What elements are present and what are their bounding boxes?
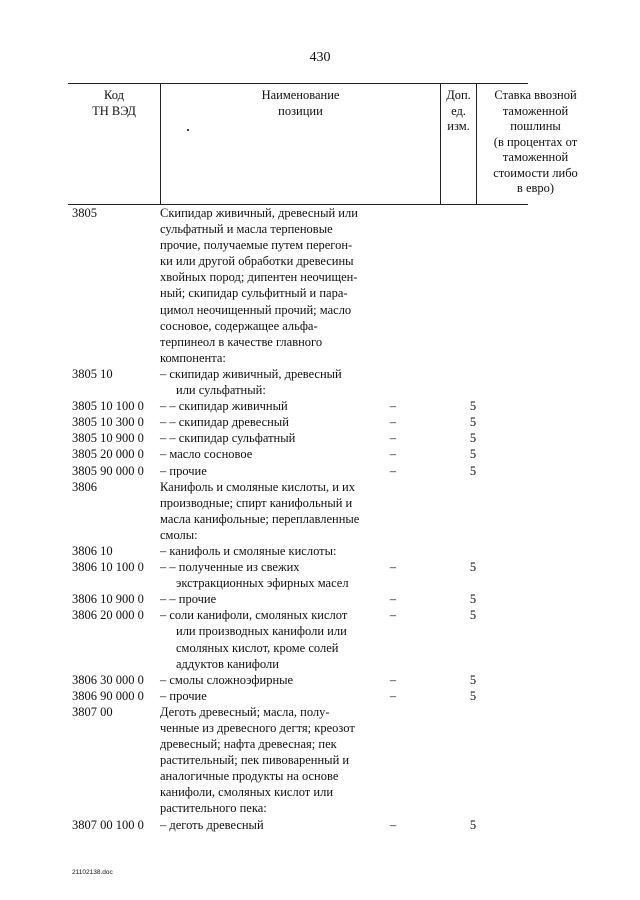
row-duty-rate: 5 [469, 592, 477, 607]
row-code: 3807 00 [72, 704, 113, 719]
row-unit: – [389, 672, 397, 687]
description-line: ченные из древесного дегтя; креозот [160, 721, 355, 735]
description-line: – – прочие [160, 592, 217, 607]
description-line: прочие, получаемые путем перегон- [160, 238, 353, 253]
row-duty-rate: 5 [469, 560, 477, 575]
row-code: 3806 10 [72, 543, 113, 558]
row-code: 3805 10 [72, 366, 113, 381]
description-line: – скипидар живичный, древесный [160, 366, 342, 381]
row-duty-rate: 5 [469, 688, 477, 703]
row-unit: – [389, 415, 397, 430]
header-line: Ставка ввозной [494, 88, 577, 102]
description-line: канифоли, смоляных кислот или [160, 785, 334, 800]
row-duty-rate: 5 [469, 431, 477, 446]
description-line: компонента: [160, 350, 226, 365]
column-header-name [160, 84, 440, 204]
row-description [160, 446, 375, 462]
description-line: или производных канифоли или [176, 624, 347, 639]
table-row [72, 559, 532, 591]
header-line: Наименование [261, 88, 340, 102]
row-description [160, 559, 375, 591]
header-line: позиции [278, 103, 323, 118]
table-row [72, 672, 532, 688]
row-duty-rate: 5 [469, 672, 477, 687]
row-description [160, 704, 375, 817]
description-line: сульфатный и масла терпеновые [160, 222, 333, 237]
row-description [160, 414, 375, 430]
table-row [72, 591, 532, 607]
row-code: 3805 10 100 0 [72, 399, 144, 414]
column-header-unit [440, 84, 476, 204]
description-line: – – скипидар живичный [160, 399, 288, 414]
row-description [160, 591, 375, 607]
header-line: таможенной [502, 103, 569, 118]
description-line: цимол неочищенный прочий; масло [160, 302, 352, 317]
row-duty-rate: 5 [469, 463, 477, 478]
row-unit: – [389, 447, 397, 462]
description-line: аддуктов канифоли [176, 656, 279, 671]
table-row [72, 817, 532, 833]
row-description [160, 205, 375, 366]
footer-filename: 21102138.doc [72, 869, 113, 876]
row-description [160, 430, 375, 446]
header-line: пошлины [510, 119, 561, 133]
description-line: масла канифольные; переплавленные [160, 511, 360, 526]
row-duty-rate: 5 [469, 447, 477, 462]
header-line: (в процентах от [493, 134, 578, 149]
row-unit: – [389, 817, 397, 832]
row-unit: – [389, 608, 397, 623]
description-line: – смолы сложноэфирные [160, 672, 294, 687]
tariff-table-body [72, 205, 532, 833]
row-code: 3805 10 300 0 [72, 415, 144, 430]
description-line: – канифоль и смоляные кислоты: [160, 543, 337, 558]
description-line: сосновое, содержащее альфа- [160, 318, 318, 333]
row-code: 3806 90 000 0 [72, 688, 144, 703]
row-description [160, 398, 375, 414]
description-line: смолы: [160, 527, 198, 542]
row-code: 3806 10 900 0 [72, 592, 144, 607]
row-duty-rate: 5 [469, 608, 477, 623]
row-code: 3805 10 900 0 [72, 431, 144, 446]
row-unit: – [389, 431, 397, 446]
description-line: древесный; нафта древесная; пек [160, 737, 337, 752]
description-line: ный; скипидар сульфитный и пара- [160, 286, 348, 301]
column-header-rate [476, 84, 594, 204]
description-line: Скипидар живичный, древесный или [160, 206, 358, 220]
row-unit: – [389, 399, 397, 414]
description-line: Канифоль и смоляные кислоты, и их [160, 479, 355, 494]
table-header [68, 83, 578, 205]
description-line: – соли канифоли, смоляных кислот [160, 608, 348, 623]
row-unit: – [389, 463, 397, 478]
description-line: – – скипидар древесный [160, 415, 289, 430]
description-line: – масло сосновое [160, 447, 253, 462]
header-line: ед. [451, 103, 466, 118]
page-number: 430 [309, 50, 331, 65]
row-code: 3806 30 000 0 [72, 672, 144, 687]
table-row [72, 688, 532, 704]
row-code: 3806 10 100 0 [72, 560, 144, 575]
row-description [160, 688, 375, 704]
description-line: – прочие [160, 463, 207, 478]
description-line: – – полученные из свежих [160, 560, 300, 575]
row-description [160, 463, 375, 479]
row-description [160, 479, 375, 543]
row-description [160, 817, 375, 833]
row-description [160, 543, 375, 559]
description-line: растительного пека: [160, 801, 267, 816]
header-line: таможенной [502, 150, 569, 164]
row-code: 3806 [72, 479, 97, 494]
table-row [72, 704, 532, 817]
description-line: производные; спирт канифольный и [160, 495, 353, 510]
row-description [160, 607, 375, 671]
description-line: аналогичные продукты на основе [160, 769, 339, 784]
row-unit: – [389, 688, 397, 703]
header-line: изм. [447, 119, 470, 133]
description-line: экстракционных эфирных масел [176, 576, 349, 591]
table-row [72, 479, 532, 543]
header-line: Доп. [446, 88, 471, 102]
description-line: или сульфатный: [176, 383, 266, 398]
table-row [72, 366, 532, 398]
description-line: – деготь древесный [160, 817, 264, 832]
description-line: растительный; пек пивоваренный и [160, 753, 350, 768]
description-line: – прочие [160, 688, 207, 703]
row-description [160, 672, 375, 688]
table-row [72, 446, 532, 462]
row-duty-rate: 5 [469, 399, 477, 414]
row-description [160, 366, 375, 398]
header-line: Код [104, 88, 124, 102]
header-line: стоимости либо [493, 165, 578, 180]
description-line: хвойных пород; дипентен неочищен- [160, 270, 358, 285]
table-row [72, 205, 532, 366]
row-code: 3805 20 000 0 [72, 447, 144, 462]
scan-dot-mark [187, 129, 189, 131]
table-row [72, 607, 532, 671]
row-duty-rate: 5 [469, 817, 477, 832]
description-line: ки или другой обработки древесины [160, 254, 354, 269]
header-line: в евро) [516, 181, 555, 195]
description-line: Деготь древесный; масла, полу- [160, 704, 330, 719]
description-line: смоляных кислот, кроме солей [176, 640, 339, 655]
table-row [72, 430, 532, 446]
row-code: 3805 [72, 206, 97, 220]
header-line: ТН ВЭД [92, 103, 136, 118]
row-code: 3807 00 100 0 [72, 817, 144, 832]
description-line: терпинеол в качестве главного [160, 334, 323, 349]
table-row [72, 414, 532, 430]
table-row [72, 543, 532, 559]
row-code: 3806 20 000 0 [72, 608, 144, 623]
table-row [72, 398, 532, 414]
row-unit: – [389, 560, 397, 575]
column-header-code [68, 84, 160, 204]
description-line: – – скипидар сульфатный [160, 431, 296, 446]
table-row [72, 463, 532, 479]
row-duty-rate: 5 [469, 415, 477, 430]
row-unit: – [389, 592, 397, 607]
row-code: 3805 90 000 0 [72, 463, 144, 478]
